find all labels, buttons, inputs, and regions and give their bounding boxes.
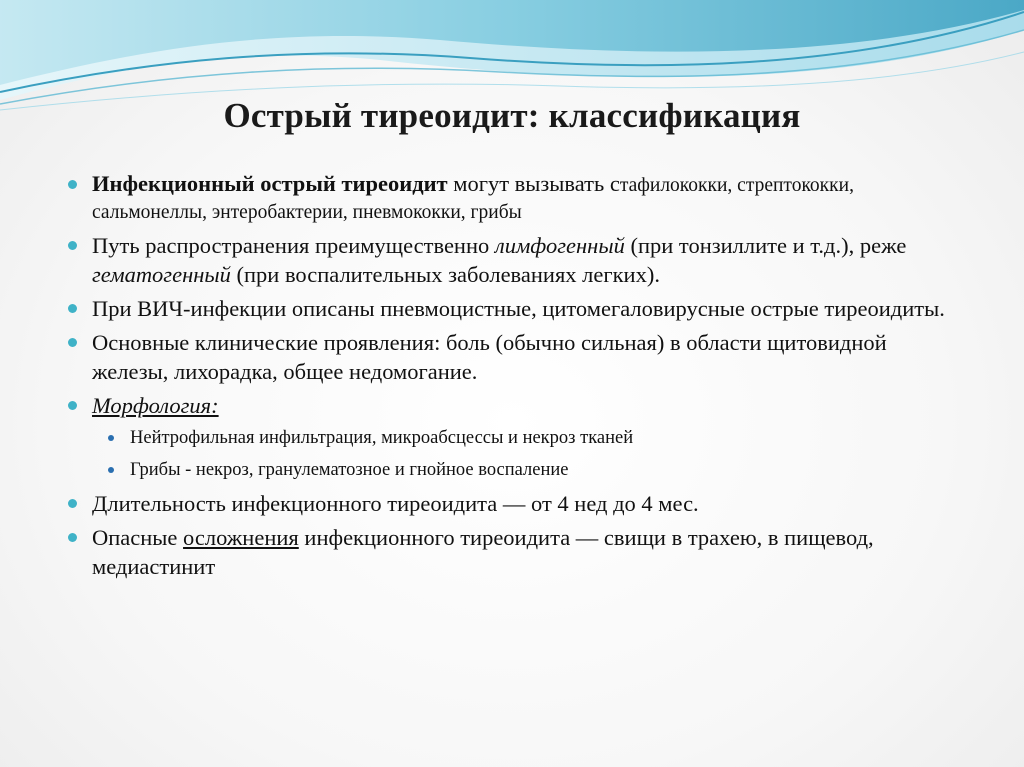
morphology-label: Морфология:: [92, 393, 219, 418]
bullet-text: Опасные: [92, 525, 184, 550]
slide-title: Острый тиреоидит: классификация: [223, 96, 801, 135]
sub-bullet-text: Нейтрофильная инфильтрация, микроабсцессы и некроз тканей: [130, 428, 634, 448]
sub-bullet-neutrophil: [64, 425, 964, 451]
bullet-dot-icon: [68, 401, 77, 410]
bullet-italic-term: лимфогенный: [494, 233, 625, 258]
sub-bullet-text: Грибы - некроз, гранулематозное и гнойное воспаление: [130, 460, 569, 480]
bullet-dot-icon: [68, 241, 77, 250]
bullet-text: (при воспалительных заболеваниях легких).: [230, 262, 660, 287]
bullet-infectious: [64, 170, 964, 226]
bullet-text-continued: тафилококки, стрептококки, сальмонеллы, энтеробактерии, пневмококки, грибы: [92, 175, 854, 223]
bullet-text: Основные клинические проявления: боль (обычно сильная) в области щитовидной железы, лихорадка, общее недомогание.: [92, 330, 887, 384]
bullet-duration: [64, 489, 964, 518]
bullet-hiv: [64, 294, 964, 323]
bullet-bold-term: Инфекционный острый тиреоидит: [92, 171, 448, 196]
sub-bullet-dot-icon: [108, 467, 114, 473]
bullet-dot-icon: [68, 304, 77, 313]
bullet-dot-icon: [68, 533, 77, 542]
bullet-text: могут вызывать с: [447, 171, 620, 196]
bullet-dot-icon: [68, 499, 77, 508]
bullet-dot-icon: [68, 338, 77, 347]
complications-term: осложнения: [183, 525, 299, 550]
bullet-clinical: [64, 328, 964, 386]
bullet-text: Длительность инфекционного тиреоидита — от 4 нед до 4 мес.: [92, 491, 699, 516]
bullet-italic-term: гематогенный: [92, 262, 231, 287]
bullet-text: Путь распространения преимущественно: [92, 233, 495, 258]
bullet-spread-route: [64, 231, 964, 289]
bullet-text: инфекционного тиреоидита — свищи в трахею, в пищевод, медиастинит: [92, 525, 874, 579]
bullet-text: При ВИЧ-инфекции описаны пневмоцистные, цитомегаловирусные острые тиреоидиты.: [92, 296, 945, 321]
sub-bullet-fungi: [64, 457, 964, 483]
bullet-list: [64, 170, 964, 586]
sub-bullet-dot-icon: [108, 435, 114, 441]
bullet-dot-icon: [68, 180, 77, 189]
bullet-complications: [64, 523, 964, 581]
bullet-morphology: [64, 391, 964, 420]
bullet-text: (при тонзиллите и т.д.), реже: [624, 233, 907, 258]
